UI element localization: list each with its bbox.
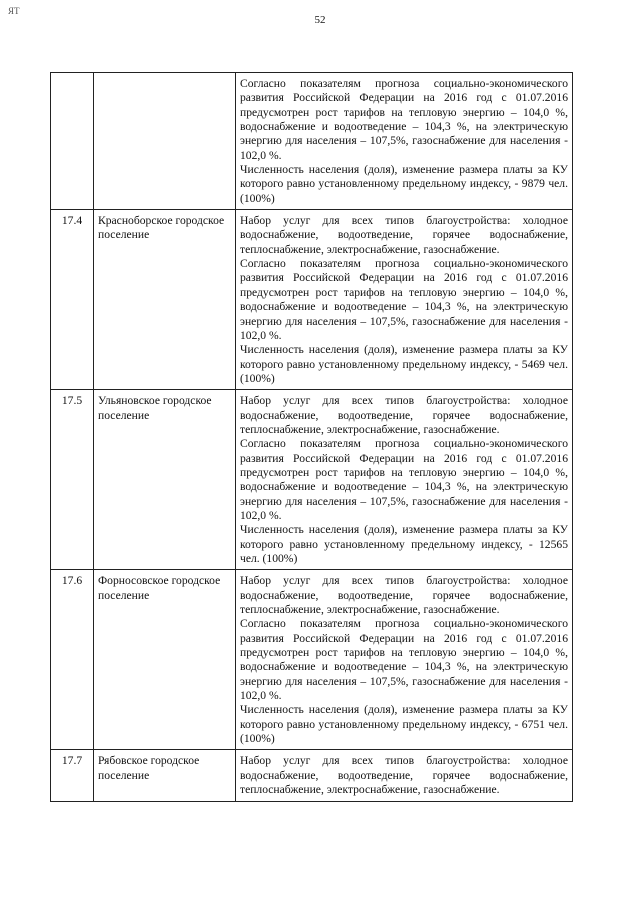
row-description	[236, 390, 573, 570]
description-paragraph: Набор услуг для всех типов благоустройства: холодное водоснабжение, водоотведение, горячее водоснабжение, теплоснабжение, электроснабжение, газоснабжение.	[240, 214, 568, 256]
page-number: 52	[314, 14, 326, 26]
row-number: 17.4	[51, 210, 94, 390]
row-number: 17.5	[51, 390, 94, 570]
description-paragraph: Согласно показателям прогноза социально-экономического развития Российской Федерации на 2016 год с 01.07.2016 предусмотрен рост тарифов на тепловую энергию – 104,0 %, водоснабжение и водоотведение – 104,3 %, на электрическую энергию для населения – 107,5%, газоснабжение для населения - 102,0 %.	[240, 77, 568, 162]
settlement-name	[94, 73, 236, 210]
table-row	[51, 750, 573, 801]
description-paragraph: Согласно показателям прогноза социально-экономического развития Российской Федерации на 2016 год с 01.07.2016 предусмотрен рост тарифов на тепловую энергию – 104,0 %, водоснабжение и водоотведение – 104,3 %, на электрическую энергию для населения – 107,5%, газоснабжение для населения - 102,0 %.	[240, 257, 568, 342]
row-description	[236, 570, 573, 750]
description-paragraph: Набор услуг для всех типов благоустройства: холодное водоснабжение, водоотведение, горячее водоснабжение, теплоснабжение, электроснабжение, газоснабжение.	[240, 574, 568, 617]
settlement-name: Ульяновское городское поселение	[94, 390, 236, 570]
row-number: 17.7	[51, 750, 94, 801]
tariff-table	[50, 72, 573, 802]
description-paragraph: Согласно показателям прогноза социально-экономического развития Российской Федерации на 2016 год с 01.07.2016 предусмотрен рост тарифов на тепловую энергию – 104,0 %, водоснабжение и водоотведение – 104,3 %, на электрическую энергию для населения – 107,5%, газоснабжение для населения - 102,0 %.	[240, 617, 568, 703]
table-row	[51, 73, 573, 210]
table-row	[51, 210, 573, 390]
row-description	[236, 210, 573, 390]
description-paragraph: Набор услуг для всех типов благоустройства: холодное водоснабжение, водоотведение, горячее водоснабжение, теплоснабжение, электроснабжение, газоснабжение.	[240, 754, 568, 797]
settlement-name: Рябовское городское поселение	[94, 750, 236, 801]
row-description	[236, 73, 573, 210]
description-paragraph: Численность населения (доля), изменение размера платы за КУ которого равно установленному предельному индексу, - 5469 чел. (100%)	[240, 343, 568, 385]
table-row	[51, 570, 573, 750]
description-paragraph: Набор услуг для всех типов благоустройства: холодное водоснабжение, водоотведение, горячее водоснабжение, теплоснабжение, электроснабжение, газоснабжение.	[240, 394, 568, 436]
row-description	[236, 750, 573, 801]
settlement-name: Форносовское городское поселение	[94, 570, 236, 750]
settlement-name: Красноборское городское поселение	[94, 210, 236, 390]
row-number: 17.6	[51, 570, 94, 750]
description-paragraph: Численность населения (доля), изменение размера платы за КУ которого равно установленному предельному индексу, - 12565 чел. (100%)	[240, 523, 568, 565]
row-number	[51, 73, 94, 210]
description-paragraph: Численность населения (доля), изменение размера платы за КУ которого равно установленному предельному индексу, - 9879 чел. (100%)	[240, 163, 568, 205]
description-paragraph: Согласно показателям прогноза социально-экономического развития Российской Федерации на 2016 год с 01.07.2016 предусмотрен рост тарифов на тепловую энергию – 104,0 %, водоснабжение и водоотведение – 104,3 %, на электрическую энергию для населения – 107,5%, газоснабжение для населения - 102,0 %.	[240, 437, 568, 522]
description-paragraph: Численность населения (доля), изменение размера платы за КУ которого равно установленному предельному индексу, - 6751 чел. (100%)	[240, 703, 568, 746]
corner-scan-mark: ЯТ	[8, 6, 20, 16]
table-row	[51, 390, 573, 570]
